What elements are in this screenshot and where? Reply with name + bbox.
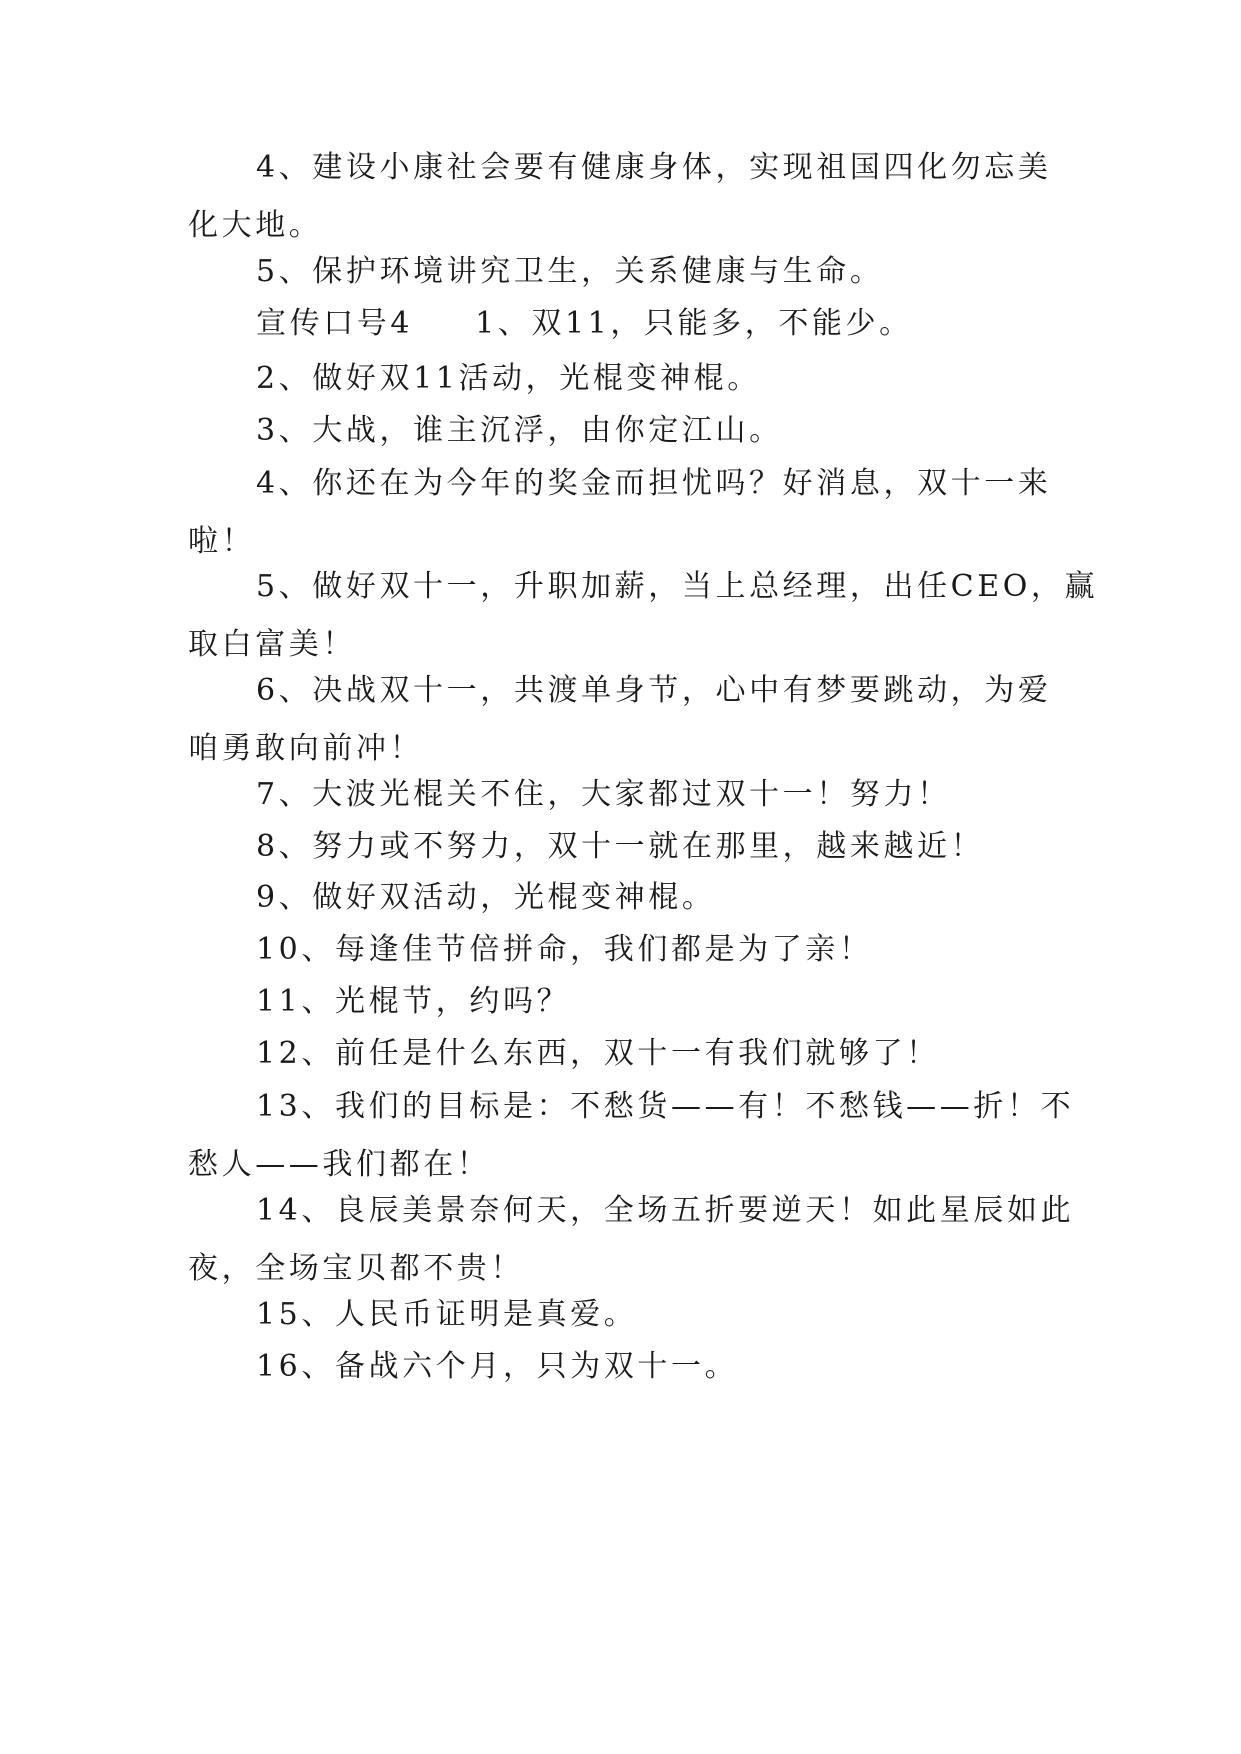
list-item: 1、双11，只能多，不能少。 [475,306,913,341]
paragraph-item-4 [188,139,1052,255]
list-item [188,1286,1048,1344]
text-line: 7、大波光棍关不住，大家都过双十一！努力！ [256,777,951,812]
text-line: 10、每逢佳节倍拼命，我们都是为了亲！ [256,932,873,967]
text-line: 16、备战六个月，只为双十一。 [256,1349,739,1384]
list-item [188,402,1048,460]
text-line: 11、光棍节，约吗？ [256,984,571,1019]
text-line: 14、良辰美景奈何天，全场五折要逆天！如此星辰如此 [256,1193,1075,1228]
text-line: 取白富美！ [188,627,356,662]
list-item [188,1025,1048,1083]
list-item [188,662,1052,778]
text-line: 13、我们的目标是：不愁货——有！不愁钱——折！不 [256,1089,1075,1124]
text-line: 愁人——我们都在！ [188,1147,491,1182]
text-line: 咱勇敢向前冲！ [188,731,424,766]
list-item [188,921,1048,979]
text-line: 5、保护环境讲究卫生，关系健康与生命。 [256,254,884,289]
paragraph-item-5 [188,243,1048,301]
text-line: 9、做好双活动，光棍变神棍。 [256,880,716,915]
list-item [188,766,1048,824]
text-line: 化大地。 [188,208,323,243]
text-line: 5、做好双十一，升职加薪，当上总经理，出任CEO，赢 [256,569,1099,604]
list-item [188,973,1048,1031]
text-line: 夜，全场宝贝都不贵！ [188,1251,524,1286]
text-line: 2、做好双11活动，光棍变神棍。 [256,361,761,396]
list-item [188,1182,1075,1298]
text-line: 6、决战双十一，共渡单身节，心中有梦要跳动，为爱 [256,673,1052,708]
text-line: 啦！ [188,524,256,559]
text-line [188,295,1048,353]
text-line: 4、建设小康社会要有健康身体，实现祖国四化勿忘美 [256,150,1052,185]
list-item [188,1338,1048,1396]
list-item [188,869,1048,927]
list-item [188,350,1048,408]
text-line: 15、人民币证明是真爱。 [256,1297,638,1332]
text-line: 3、大战，谁主沉浮，由你定江山。 [256,413,783,448]
list-item [188,818,1048,876]
list-item [188,1078,1075,1194]
text-line: 4、你还在为今年的奖金而担忧吗？好消息，双十一来 [256,466,1052,501]
list-item [188,455,1052,571]
text-line: 12、前任是什么东西，双十一有我们就够了！ [256,1036,940,1071]
list-item [188,558,1099,674]
text-line: 8、努力或不努力，双十一就在那里，越来越近！ [256,829,985,864]
section-heading: 宣传口号4 [256,306,414,341]
section-heading-line [188,295,1048,353]
